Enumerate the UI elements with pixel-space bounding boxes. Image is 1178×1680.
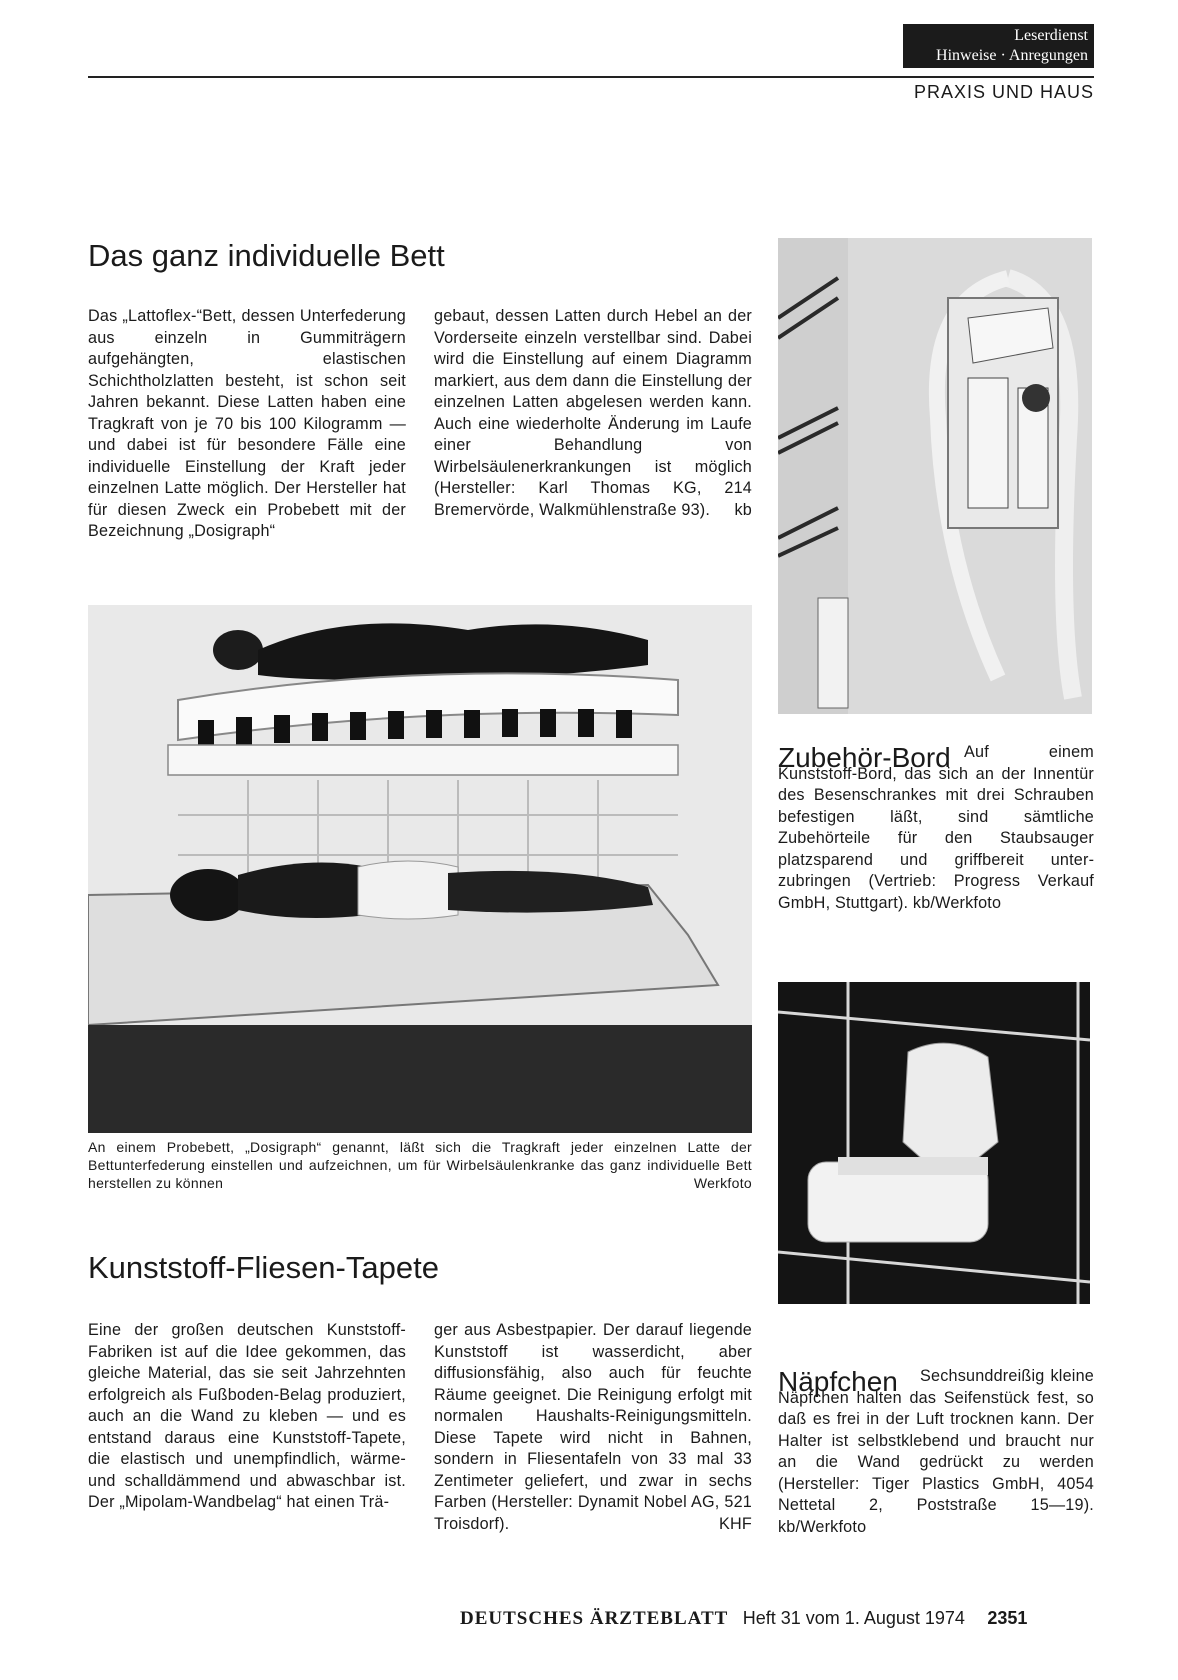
accessory-board-drawing [778,238,1092,714]
rubric-line-2: Hinweise · Anregungen [936,47,1088,64]
header-rule [88,76,1094,78]
article-bed-col2 [434,306,752,521]
article-bed-col2-text: gebaut, dessen Latten durch Hebel an der Vorderseite einzeln verstellbar sind. Dabei wird die Einstellung auf einem Diagramm markiert, aus dem dann die Einstellung der einzelnen Latten abgelesen werden kann. Auch eine wiederholte Änderung im Laufe einer Behandlung von Wirbelsäulenerkrankungen ist möglich (Hersteller: Karl Thomas KG, 214 Bremervörde, Walkmühlenstraße 93). [434,307,752,519]
soap-holder-drawing [778,982,1090,1304]
bed-photo-drawing [88,605,752,1133]
article-tapete-col2-text: ger aus Asbestpapier. Der darauf liegende Kunststoff ist wasserdicht, aber diffusionsfähig, also auch für feuchte Räume geeignet. Die Reinigung erfolgt mit normalen Haushalts-Reinigungsmitteln. Diese Tapete wird nicht in Bahnen, sondern in Fliesentafeln von 33 mal 33 Zentimeter geliefert, und zwar in sechs Farben (Hersteller: Dynamit Nobel AG, 521 Troisdorf). [434,1321,752,1533]
article-napf-title: Näpfchen [778,1366,898,1397]
article-bord-text: Auf einem Kunststoff-Bord, das sich an der Innentür des Besenschrankes mit drei Schrauben befestigen läßt, sind sämtliche Zubehörteile für den Staubsauger platzsparend und griffbereit unterzubringen (Vertrieb: Progress Verkauf GmbH, Stuttgart). kb/Werkfoto [778,743,1094,912]
rubric-box [903,24,1094,68]
article-bed-col1: Das „Lattoflex-“Bett, dessen Unterfederung aus einzeln in Gummiträgern aufgehängten, elastischen Schichtholzlatten besteht, ist schon seit Jahren bekannt. Diese Latten haben eine Tragkraft von je 70 bis 100 Kilogramm — und dabei ist für besondere Fälle eine individuelle Einstellung der Kraft jeder einzelnen Latte möglich. Der Hersteller hat für diesen Zweck ein Probebett mit der Bezeichnung „Dosigraph“ [88,307,406,540]
article-tapete-col1: Eine der großen deutschen Kunststoff-Fabriken ist auf die Idee gekommen, das gleiche Material, das sie seit Jahrzehnten erfolgreich als Fußboden-Belag produziert, auch an die Wand zu kleben — und es entstand daraus eine Kunststoff-Tapete, die elastisch und unempfindlich, wärme- und schalldämmend und abwaschbar ist. Der „Mipolam-Wandbelag“ hat einen Trä- [88,1321,406,1511]
rubric-line-1: Leserdienst [1014,27,1088,44]
article-bed-signature: kb [734,500,752,519]
footer-journal: DEUTSCHES ÄRZTEBLATT [460,1608,729,1629]
article-bed-title: Das ganz individuelle Bett [88,238,445,273]
soap-holder-photo [778,982,1090,1304]
section-label: PRAXIS UND HAUS [913,82,1094,102]
bed-photo [88,605,752,1133]
accessory-board-photo [778,238,1092,714]
article-tapete-col2 [434,1320,752,1535]
article-tapete-title: Kunststoff-Fliesen-Tapete [88,1250,439,1285]
bed-caption [88,1138,752,1192]
article-napf-text: Sechsunddreißig kleine Näpfchen halten das Seifenstück fest, so daß es frei in der Luft trocknen kann. Der Halter ist selbstklebend und braucht nur an die Wand gedrückt zu werden (Hersteller: Tiger Plastics GmbH, 4054 Nettetal 2, Poststraße 15—19). kb/Werkfoto [778,1367,1094,1536]
article-tapete-signature: KHF [719,1514,752,1533]
footer [460,1608,1027,1630]
article-bord-title: Zubehör-Bord [778,742,951,773]
footer-page-number: 2351 [987,1608,1028,1628]
footer-issue: Heft 31 vom 1. August 1974 [742,1608,965,1628]
bed-caption-text: An einem Probebett, „Dosigraph“ genannt, läßt sich die Tragkraft jeder einzelnen Latte der Bettunterfederung einstellen und aufzeichnen, um für Wirbelsäulenkranke das ganz individuelle Bett herstellen zu können [88,1139,752,1191]
bed-caption-credit: Werkfoto [693,1175,752,1191]
